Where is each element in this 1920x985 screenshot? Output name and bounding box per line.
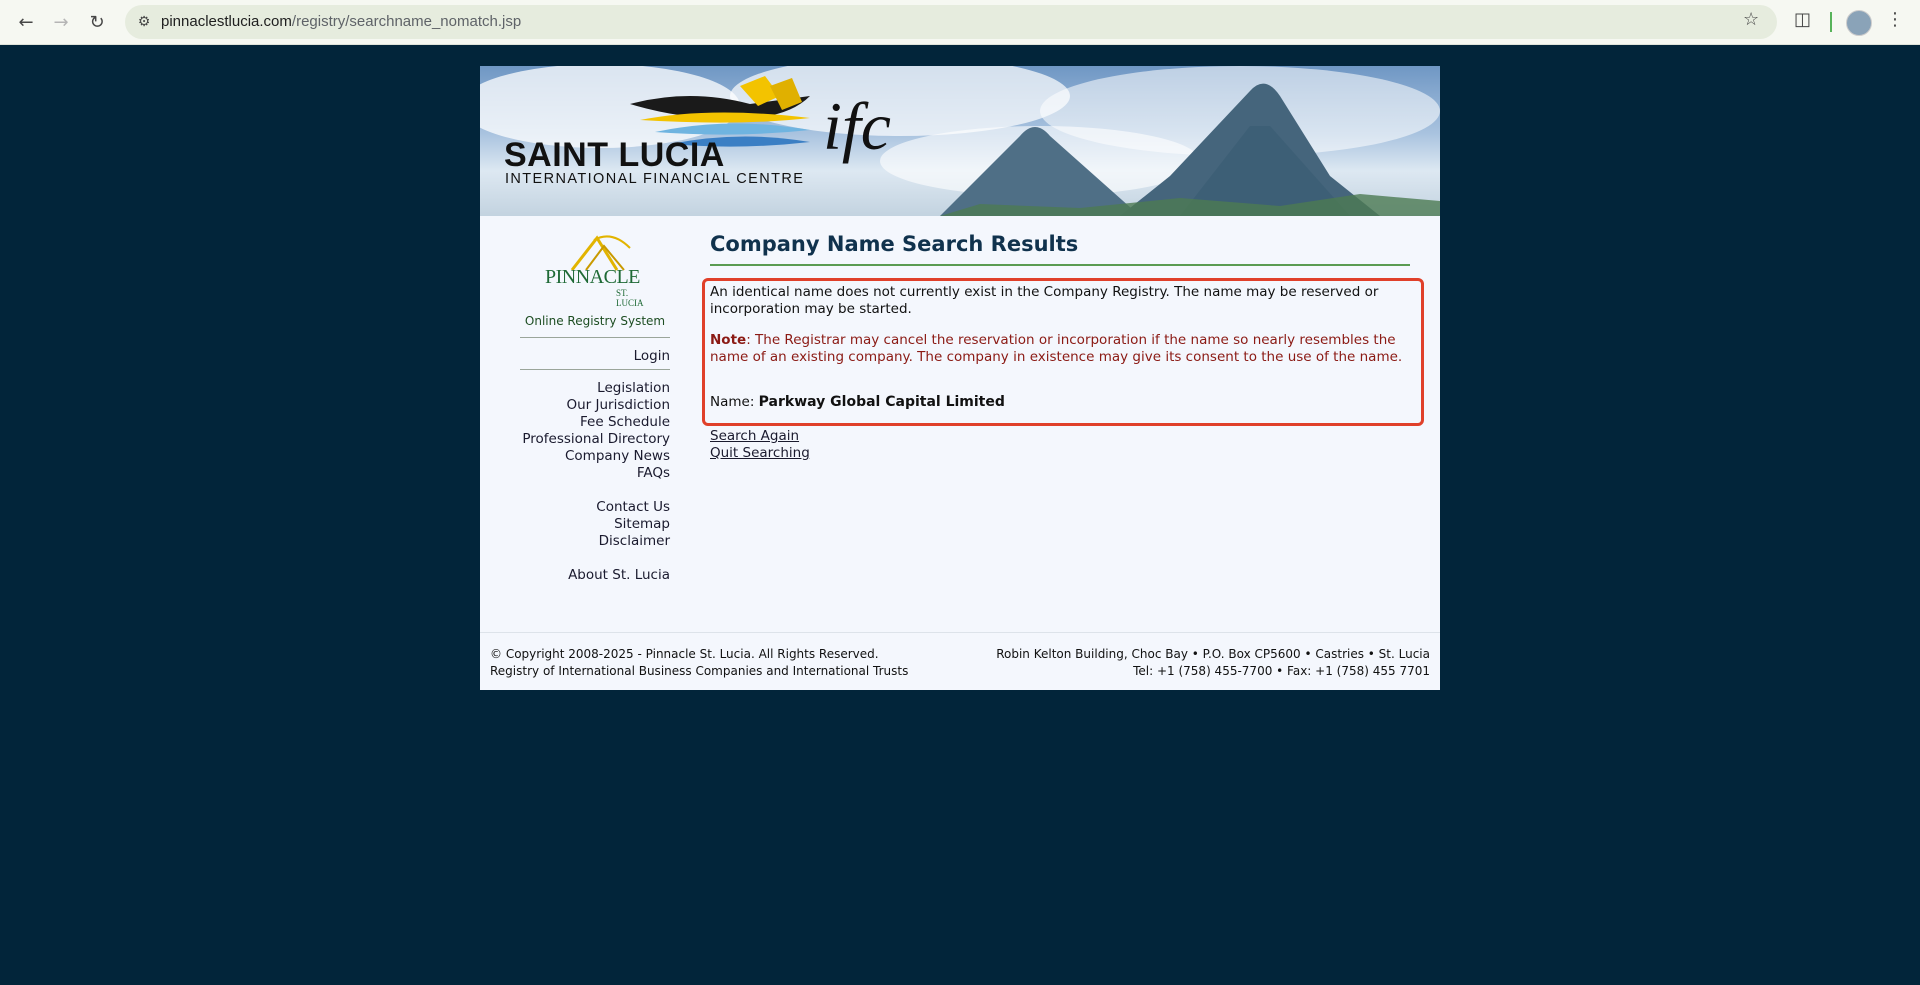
banner-subtitle: INTERNATIONAL FINANCIAL CENTRE xyxy=(505,171,805,187)
url-path: /registry/searchname_nomatch.jsp xyxy=(291,13,522,30)
footer-phone: Tel: +1 (758) 455-7700 • Fax: +1 (758) 455 7701 xyxy=(1133,664,1430,678)
page-title: Company Name Search Results xyxy=(710,232,1079,256)
address-bar[interactable] xyxy=(125,5,1777,39)
result-message: An identical name does not currently exist in the Company Registry. The name may be reserved or incorporation may be started. xyxy=(710,284,1379,317)
footer-divider xyxy=(480,632,1440,633)
footer-address: Robin Kelton Building, Choc Bay • P.O. Box CP5600 • Castries • St. Lucia xyxy=(996,647,1430,661)
note-text: : The Registrar may cancel the reservation or incorporation if the name so nearly resembles the name of an existing company. The company in existence may give its consent to the use of the name. xyxy=(710,332,1403,365)
footer-right xyxy=(996,646,1430,680)
bookmark-star-icon[interactable]: ☆ xyxy=(1743,9,1760,30)
site-info-icon[interactable]: ⚙ xyxy=(137,14,151,30)
sidebar-link-about-st-lucia[interactable]: About St. Lucia xyxy=(568,567,670,583)
sidebar-link-login[interactable]: Login xyxy=(633,348,670,364)
sidebar-link-legislation[interactable]: Legislation xyxy=(597,380,670,396)
extensions-icon[interactable]: ◫ xyxy=(1794,9,1812,30)
title-underline xyxy=(710,264,1410,266)
logo-word: PINNACLE xyxy=(545,266,640,288)
pinnacle-logo[interactable] xyxy=(542,232,650,308)
profile-avatar[interactable] xyxy=(1846,10,1872,36)
sidebar-divider xyxy=(520,337,670,338)
registrar-note xyxy=(710,332,1410,366)
banner-title: SAINT LUCIA xyxy=(504,136,725,174)
name-label: Name: xyxy=(710,394,759,410)
sidebar-link-fee-schedule[interactable]: Fee Schedule xyxy=(580,414,670,430)
page-panel xyxy=(480,66,1440,690)
sidebar-link-contact-us[interactable]: Contact Us xyxy=(596,499,670,515)
reload-icon[interactable]: ↻ xyxy=(89,11,105,33)
footer-copyright: © Copyright 2008-2025 - Pinnacle St. Lucia. All Rights Reserved. xyxy=(490,647,879,661)
sidebar-link-sitemap[interactable]: Sitemap xyxy=(614,516,670,532)
browser-menu-icon[interactable]: ⋮ xyxy=(1886,9,1904,30)
banner-ifc-logo: ifc xyxy=(823,88,891,164)
header-banner xyxy=(480,66,1440,216)
forward-arrow-icon[interactable]: → xyxy=(53,11,69,33)
url-host: pinnaclestlucia.com xyxy=(161,13,292,30)
searched-name xyxy=(710,394,1005,410)
browser-toolbar xyxy=(0,0,1920,45)
back-arrow-icon[interactable]: ← xyxy=(18,11,34,33)
logo-sub: ST. LUCIA xyxy=(616,288,644,308)
search-again-link[interactable]: Search Again xyxy=(710,428,800,444)
name-value: Parkway Global Capital Limited xyxy=(758,394,1005,410)
note-label: Note xyxy=(710,332,747,348)
quit-searching-link[interactable]: Quit Searching xyxy=(710,445,810,461)
footer-registry-line: Registry of International Business Companies and International Trusts xyxy=(490,664,909,678)
sidebar-link-disclaimer[interactable]: Disclaimer xyxy=(598,533,670,549)
url-text[interactable] xyxy=(161,13,521,30)
footer-left xyxy=(490,646,908,680)
sidebar-link-our-jurisdiction[interactable]: Our Jurisdiction xyxy=(566,397,670,413)
sidebar-link-faqs[interactable]: FAQs xyxy=(636,465,670,481)
sidebar-link-professional-directory[interactable]: Professional Directory xyxy=(522,431,670,447)
sidebar-divider xyxy=(520,369,670,370)
toolbar-divider xyxy=(1830,12,1832,32)
registry-label: Online Registry System xyxy=(524,314,666,328)
sidebar-link-company-news[interactable]: Company News xyxy=(565,448,670,464)
